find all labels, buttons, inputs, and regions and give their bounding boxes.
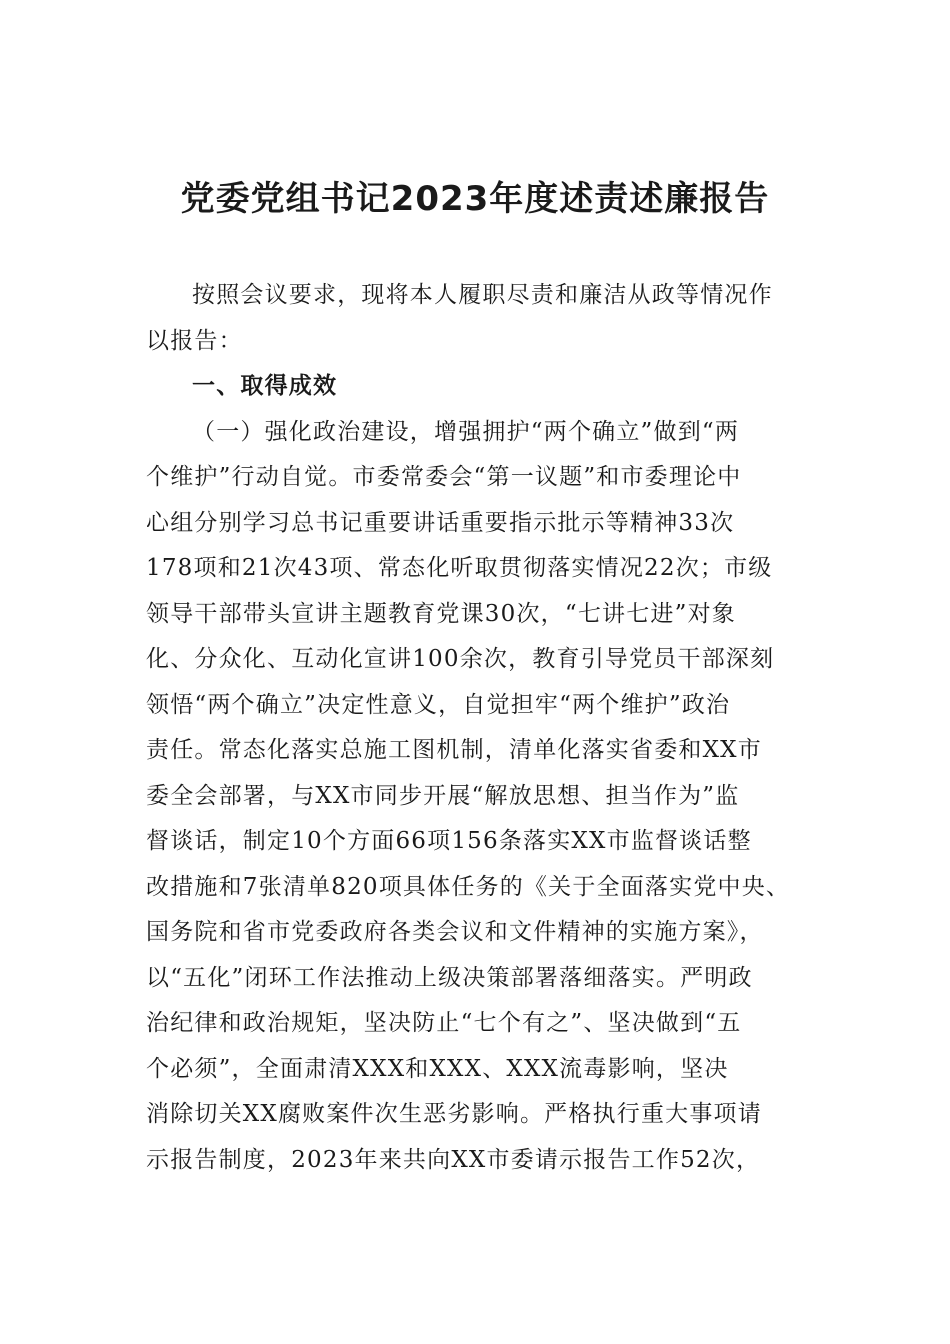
paragraph-line: 委全会部署，与XX市同步开展“解放思想、担当作为”监 — [146, 782, 740, 809]
paragraph-line: （一）强化政治建设，增强拥护“两个确立”做到“两 — [192, 418, 740, 445]
paragraph-line: 个必须”，全面肃清XXX和XXX、XXX流毒影响，坚决 — [146, 1055, 729, 1082]
paragraph-line: 个维护”行动自觉。市委常委会“第一议题”和市委理论中 — [146, 464, 742, 490]
document-body — [146, 273, 826, 1183]
paragraph-line: 以报告： — [146, 327, 243, 354]
document-title: 党委党组书记2023年度述责述廉报告 — [180, 179, 770, 219]
paragraph-line: 以“五化”闭环工作法推动上级决策部署落细落实。严明政 — [146, 964, 753, 991]
paragraph-line: 化、分众化、互动化宣讲100余次，教育引导党员干部深刻 — [146, 646, 775, 672]
paragraph-line: 治纪律和政治规矩，坚决防止“七个有之”、坚决做到“五 — [146, 1010, 742, 1036]
section-heading: 一、取得成效 — [192, 373, 338, 399]
paragraph-line: 心组分别学习总书记重要讲话重要指示批示等精神33次 — [146, 509, 735, 536]
paragraph-line: 按照会议要求，现将本人履职尽责和廉洁从政等情况作 — [192, 282, 773, 308]
paragraph-line: 示报告制度，2023年来共向XX市委请示报告工作52次， — [146, 1146, 761, 1173]
paragraph-line: 消除切关XX腐败案件次生恶劣影响。严格执行重大事项请 — [146, 1101, 762, 1127]
paragraph-line: 改措施和7张清单820项具体任务的《关于全面落实党中央、 — [146, 873, 791, 900]
paragraph-line: 国务院和省市党委政府各类会议和文件精神的实施方案》， — [146, 919, 764, 945]
paragraph-line: 领导干部带头宣讲主题教育党课30次，“七讲七进”对象 — [146, 600, 736, 627]
paragraph-line: 责任。常态化落实总施工图机制，清单化落实省委和XX市 — [146, 737, 762, 763]
paragraph-line: 领悟“两个确立”决定性意义，自觉担牢“两个维护”政治 — [146, 691, 731, 718]
paragraph-line: 督谈话，制定10个方面66项156条落实XX市监督谈话整 — [146, 828, 752, 854]
paragraph-line: 178项和21次43项、常态化听取贯彻落实情况22次；市级 — [146, 555, 773, 581]
